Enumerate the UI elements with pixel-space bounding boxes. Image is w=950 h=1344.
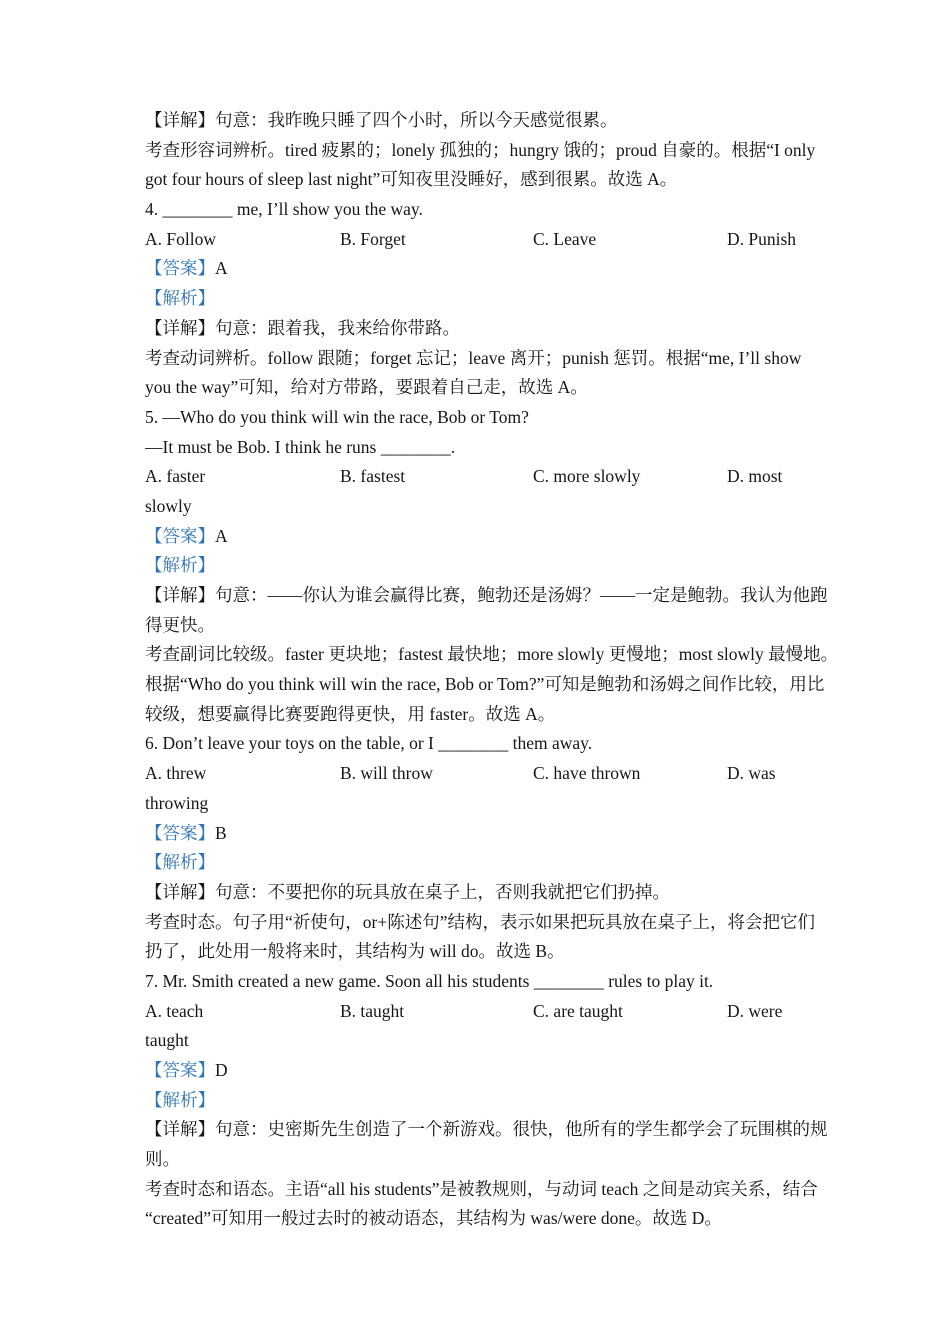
answer-value: A	[215, 525, 228, 546]
paragraph-line: 5. —Who do you think will win the race, Bob or Tom?	[145, 406, 529, 427]
paragraph-line: 【详解】句意：不要把你的玩具放在桌子上，否则我就把它们扔掉。	[145, 881, 670, 902]
option-d: D. most	[727, 466, 783, 487]
paragraph-line: 则。	[145, 1149, 180, 1170]
option-b: B. taught	[340, 1000, 405, 1021]
answer-value: D	[215, 1060, 228, 1080]
answer-label: 【答案】	[145, 525, 215, 546]
answer-line	[145, 522, 807, 552]
paragraph-line: 根据“Who do you think will win the race, Bob or Tom?”可知是鲍勃和汤姆之间作比较，用比	[145, 674, 825, 695]
paragraph-line: 考查副词比较级。faster 更块地；fastest 最快地；more slowly 更慢地；most slowly 最慢地。	[145, 644, 839, 665]
paragraph-line: 【详解】句意：——你认为谁会赢得比赛，鲍勃还是汤姆？——一定是鲍勃。我认为他跑	[145, 585, 828, 605]
analysis-label: 【解析】	[145, 1089, 215, 1110]
option-b: B. will throw	[340, 763, 433, 784]
option-a: A. threw	[145, 763, 207, 784]
option-a: A. teach	[145, 1000, 204, 1021]
options-row	[145, 997, 807, 1027]
answer-line	[145, 1056, 807, 1086]
option-a: A. Follow	[145, 228, 216, 249]
option-d: D. was	[727, 763, 776, 784]
options-row	[145, 759, 807, 789]
paragraph-line: 得更快。	[145, 614, 215, 635]
options-row	[145, 225, 807, 255]
option-a: A. faster	[145, 466, 206, 487]
paragraph-line: 考查形容词辨析。tired 疲累的；lonely 孤独的；hungry 饿的；proud 自豪的。根据“I only	[145, 139, 816, 160]
option-c: C. Leave	[533, 228, 597, 249]
paragraph-line: slowly	[145, 495, 192, 516]
paragraph-line: throwing	[145, 792, 209, 813]
answer-line	[145, 819, 807, 849]
paragraph-line: —It must be Bob. I think he runs ________.	[145, 436, 456, 457]
analysis-line	[145, 551, 807, 581]
answer-label: 【答案】	[145, 1060, 215, 1080]
document-content	[145, 106, 839, 1234]
paragraph-line: 考查时态。句子用“祈使句，or+陈述句”结构，表示如果把玩具放在桌子上，将会把它们	[145, 911, 815, 932]
paragraph-line: taught	[145, 1030, 189, 1051]
paragraph-line: 扔了，此处用一般将来时，其结构为 will do。故选 B。	[145, 941, 565, 962]
paragraph-line: you the way”可知，给对方带路，要跟着自己走，故选 A。	[145, 377, 588, 398]
answer-label: 【答案】	[145, 822, 215, 843]
paragraph-line: 4. ________ me, I’ll show you the way.	[145, 199, 423, 220]
paragraph-line: 6. Don’t leave your toys on the table, or I ________ them away.	[145, 733, 593, 754]
paragraph-line: 【详解】句意：我昨晚只睡了四个小时，所以今天感觉很累。	[145, 110, 618, 130]
paragraph-line: got four hours of sleep last night”可知夜里没睡好，感到很累。故选 A。	[145, 169, 678, 190]
option-d: D. were	[727, 1000, 783, 1021]
option-b: B. Forget	[340, 228, 406, 249]
option-d: D. Punish	[727, 228, 797, 249]
options-row	[145, 462, 807, 492]
answer-value: B	[215, 822, 227, 843]
answer-label: 【答案】	[145, 258, 215, 279]
answer-line	[145, 254, 807, 284]
analysis-label: 【解析】	[145, 852, 215, 873]
option-c: C. have thrown	[533, 763, 641, 784]
paragraph-line: 【详解】句意：跟着我，我来给你带路。	[145, 317, 460, 338]
answer-value: A	[215, 258, 228, 279]
analysis-label: 【解析】	[145, 288, 215, 309]
paragraph-line: 【详解】句意：史密斯先生创造了一个新游戏。很快，他所有的学生都学会了玩围棋的规	[145, 1119, 828, 1140]
option-c: C. more slowly	[533, 466, 641, 487]
option-b: B. fastest	[340, 466, 406, 487]
analysis-line	[145, 848, 807, 878]
analysis-line	[145, 1086, 807, 1116]
paragraph-line: 7. Mr. Smith created a new game. Soon all his students ________ rules to play it.	[145, 970, 714, 991]
paragraph-line: 考查时态和语态。主语“all his students”是被教规则，与动词 teach 之间是动宾关系，结合	[145, 1178, 818, 1199]
analysis-label: 【解析】	[145, 555, 215, 576]
option-c: C. are taught	[533, 1000, 623, 1021]
paragraph-line: 考查动词辨析。follow 跟随；forget 忘记；leave 离开；punish 惩罚。根据“me, I’ll show	[145, 347, 802, 368]
paragraph-line: “created”可知用一般过去时的被动语态，其结构为 was/were done。故选 D。	[145, 1208, 722, 1229]
analysis-line	[145, 284, 807, 314]
paragraph-line: 较级，想要赢得比赛要跑得更快，用 faster。故选 A。	[145, 703, 556, 724]
